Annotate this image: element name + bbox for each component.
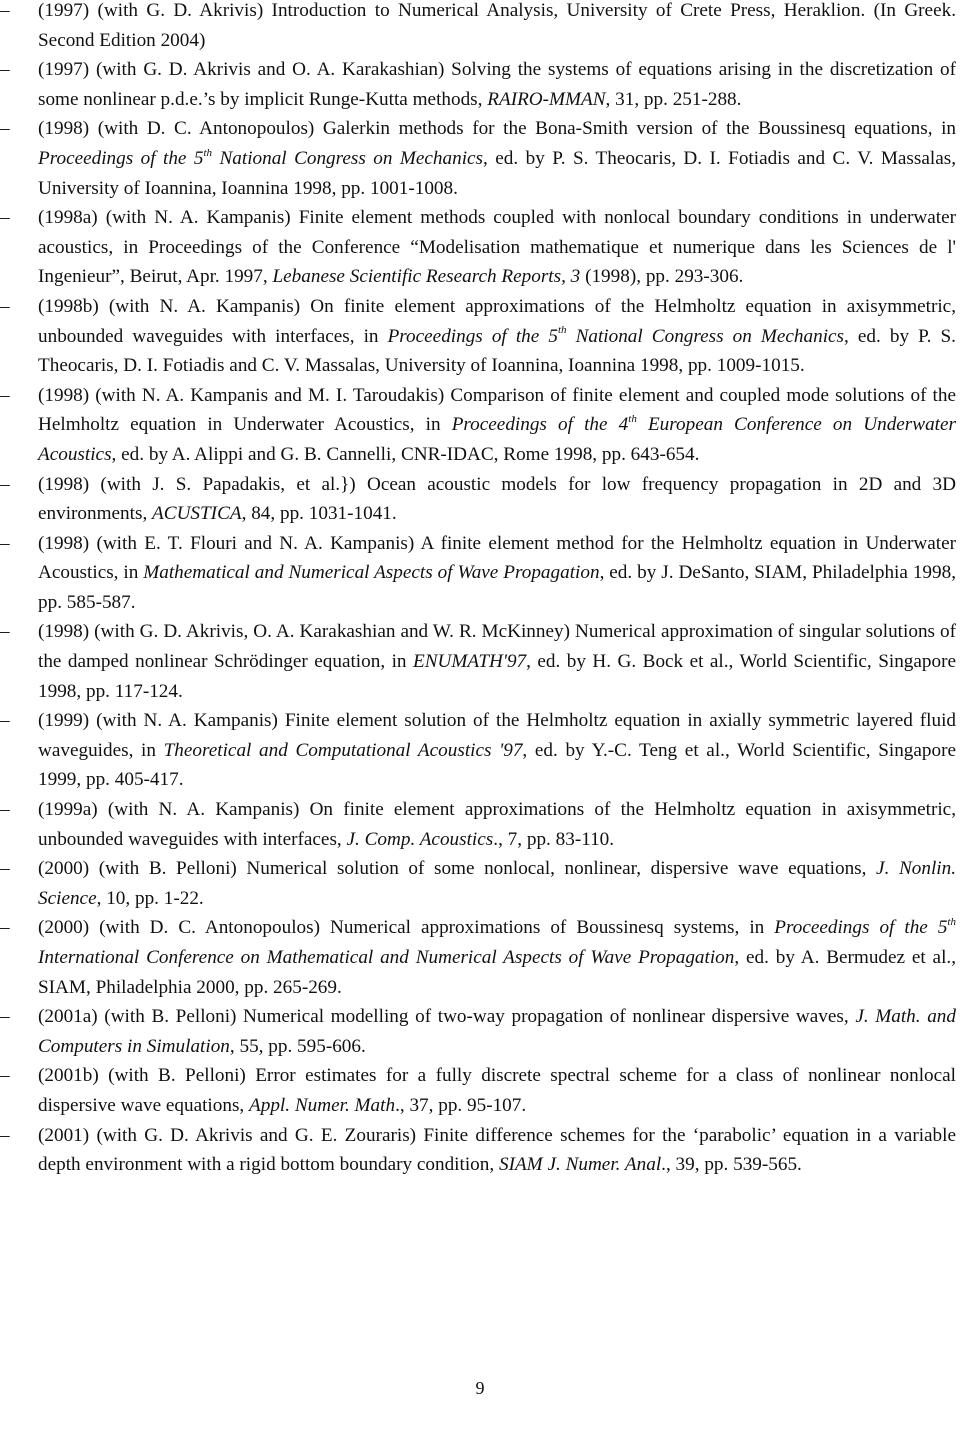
- reference-text: , ed. by A. Bermudez et al., SIAM, Philadelphia 2000, pp. 265-269.: [38, 947, 956, 998]
- reference-text: , ed. by Y.-C. Teng et al., World Scientific, Singapore 1999, pp. 405-417.: [38, 739, 956, 791]
- list-dash-icon: –: [0, 59, 10, 81]
- reference-entry: [0, 55, 956, 114]
- list-dash-icon: –: [0, 799, 10, 821]
- reference-text: (1998b) (with N. A. Kampanis) On finite element approximations of the Helmholtz equation in axisymmetric, unbounded waveguides with interfaces, in: [38, 295, 956, 347]
- reference-italic-text: Mathematical and Numerical Aspects of Wave Propagation: [143, 562, 600, 584]
- list-dash-icon: –: [0, 1006, 10, 1028]
- reference-text: (1998a) (with N. A. Kampanis) Finite element methods coupled with nonlocal boundary conditions in underwater acoustics, in Proceedings of the Conference “Modelisation mathematique et numerique dans les Sciences de l' Ingenieur”, Beirut, Apr. 1997,: [38, 207, 956, 288]
- reference-text: (1998) (with G. D. Akrivis, O. A. Karakashian and W. R. McKinney) Numerical approximation of singular solutions of the damped nonlinear Schrödinger equation, in: [38, 621, 956, 673]
- reference-entry: [0, 706, 956, 795]
- list-dash-icon: –: [0, 532, 10, 554]
- reference-entry: [0, 795, 956, 854]
- reference-text: (2001b) (with B. Pelloni) Error estimates for a fully discrete spectral scheme for a class of nonlinear nonlocal dispersive wave equations,: [38, 1065, 956, 1116]
- list-dash-icon: –: [0, 0, 10, 21]
- reference-italic-text: Theoretical and Computational Acoustics '97: [163, 739, 523, 761]
- list-dash-icon: –: [0, 621, 10, 643]
- list-dash-icon: –: [0, 858, 10, 880]
- list-dash-icon: –: [0, 917, 10, 939]
- reference-italic-text: Appl. Numer. Math: [249, 1094, 396, 1116]
- reference-italic-text: th: [628, 412, 637, 425]
- reference-italic-text: International Conference on Mathematical and Numerical Aspects of Wave Propagation: [38, 947, 735, 968]
- reference-italic-text: Lebanese Scientific Research Reports, 3: [272, 266, 581, 288]
- reference-italic-text: Proceedings of the 5: [38, 147, 204, 169]
- reference-text: (1998) (with E. T. Flouri and N. A. Kampanis) A finite element method for the Helmholtz equation in Underwater Acoustics, in: [38, 532, 956, 584]
- reference-entry: [0, 854, 956, 913]
- list-dash-icon: –: [0, 295, 10, 317]
- reference-text: (1998) (with N. A. Kampanis and M. I. Taroudakis) Comparison of finite element and coupled mode solutions of the Helmholtz equation in Underwater Acoustics, in: [38, 384, 956, 436]
- reference-text: ., 39, pp. 539-565.: [661, 1154, 802, 1176]
- reference-text: , 10, pp. 1-22.: [96, 887, 204, 909]
- reference-text: , 31, pp. 251-288.: [605, 88, 742, 110]
- reference-text: , 84, pp. 1031-1041.: [241, 503, 397, 525]
- reference-italic-text: J. Math. and Computers in Simulation: [38, 1006, 956, 1057]
- reference-italic-text: National Congress on Mechanics: [566, 325, 845, 347]
- reference-entry: [0, 1002, 956, 1061]
- reference-text: , ed. by J. DeSanto, SIAM, Philadelphia 1998, pp. 585-587.: [38, 562, 956, 613]
- reference-text: , ed. by A. Alippi and G. B. Cannelli, CNR-IDAC, Rome 1998, pp. 643-654.: [111, 443, 700, 465]
- list-dash-icon: –: [0, 710, 10, 732]
- reference-italic-text: Proceedings of the 4: [451, 414, 629, 436]
- reference-italic-text: J. Comp. Acoustics: [346, 828, 494, 850]
- reference-text: (2000) (with B. Pelloni) Numerical solution of some nonlocal, nonlinear, dispersive wave equations,: [38, 858, 877, 880]
- reference-entry: [0, 381, 956, 470]
- reference-text: (1999a) (with N. A. Kampanis) On finite element approximations of the Helmholtz equation in axisymmetric, unbounded waveguides with interfaces,: [38, 799, 956, 850]
- reference-italic-text: European Conference on Underwater Acoustics: [38, 414, 956, 465]
- reference-text: (1998) (with J. S. Papadakis, et al.}) Ocean acoustic models for low frequency propagation in 2D and 3D environments,: [38, 473, 956, 525]
- reference-text: , ed. by P. S. Theocaris, D. I. Fotiadis and C. V. Massalas, University of Ioannina, Ioannina 1998, pp. 1009-1015.: [38, 325, 956, 377]
- reference-entry: [0, 114, 956, 203]
- list-dash-icon: –: [0, 1065, 10, 1087]
- reference-entry: [0, 913, 956, 1002]
- reference-entry: [0, 1061, 956, 1120]
- list-dash-icon: –: [0, 473, 10, 495]
- page-number: 9: [475, 1378, 485, 1398]
- reference-entry: [0, 529, 956, 618]
- reference-italic-text: RAIRO-MMAN: [487, 88, 606, 110]
- reference-italic-text: Proceedings of the 5: [774, 917, 948, 939]
- reference-text: ., 7, pp. 83-110.: [493, 828, 615, 850]
- reference-text: (1998), pp. 293-306.: [580, 266, 744, 288]
- reference-text: (2001) (with G. D. Akrivis and G. E. Zouraris) Finite difference schemes for the ‘parabolic’ equation in a variable depth environment with a rigid bottom boundary condition,: [38, 1124, 956, 1176]
- reference-text: , 55, pp. 595-606.: [229, 1035, 366, 1057]
- list-dash-icon: –: [0, 207, 10, 229]
- reference-italic-text: th: [203, 146, 213, 159]
- reference-entry: [0, 617, 956, 706]
- reference-text: ., 37, pp. 95-107.: [395, 1094, 527, 1116]
- reference-text: (1997) (with G. D. Akrivis) Introduction to Numerical Analysis, University of Crete Press, Heraklion. (In Greek. Second Edition 2004): [38, 0, 956, 51]
- reference-text: (1999) (with N. A. Kampanis) Finite element solution of the Helmholtz equation in axially symmetric layered fluid waveguides, in: [38, 710, 956, 761]
- reference-italic-text: ENUMATH'97: [412, 651, 527, 673]
- reference-text: (2001a) (with B. Pelloni) Numerical modelling of two-way propagation of nonlinear dispersive waves,: [38, 1006, 856, 1028]
- reference-entry: [0, 0, 956, 55]
- reference-italic-text: J. Nonlin. Science: [38, 858, 956, 909]
- reference-entry: [0, 292, 956, 381]
- reference-text: (2000) (with D. C. Antonopoulos) Numerical approximations of Boussinesq systems, in: [38, 917, 775, 939]
- list-dash-icon: –: [0, 118, 10, 140]
- reference-entry: [0, 203, 956, 292]
- reference-italic-text: Proceedings of the 5: [387, 325, 558, 347]
- reference-text: (1998) (with D. C. Antonopoulos) Galerkin methods for the Bona-Smith version of the Boussinesq equations, in: [38, 118, 956, 140]
- list-dash-icon: –: [0, 384, 10, 406]
- reference-italic-text: th: [947, 916, 956, 929]
- reference-entry: [0, 470, 956, 529]
- list-dash-icon: –: [0, 1124, 10, 1146]
- reference-text: (1997) (with G. D. Akrivis and O. A. Karakashian) Solving the systems of equations arising in the discretization of some nonlinear p.d.e.’s by implicit Runge-Kutta methods,: [38, 59, 956, 110]
- reference-italic-text: ACUSTICA: [152, 503, 242, 525]
- reference-text: , ed. by H. G. Bock et al., World Scientific, Singapore 1998, pp. 117-124.: [38, 651, 956, 702]
- reference-italic-text: National Congress on Mechanics: [212, 147, 484, 169]
- reference-entry: [0, 1121, 956, 1180]
- reference-italic-text: SIAM J. Numer. Anal: [498, 1154, 662, 1176]
- reference-italic-text: th: [557, 324, 567, 337]
- reference-text: , ed. by P. S. Theocaris, D. I. Fotiadis and C. V. Massalas, University of Ioannina, Ioannina 1998, pp. 1001-1008.: [38, 147, 956, 199]
